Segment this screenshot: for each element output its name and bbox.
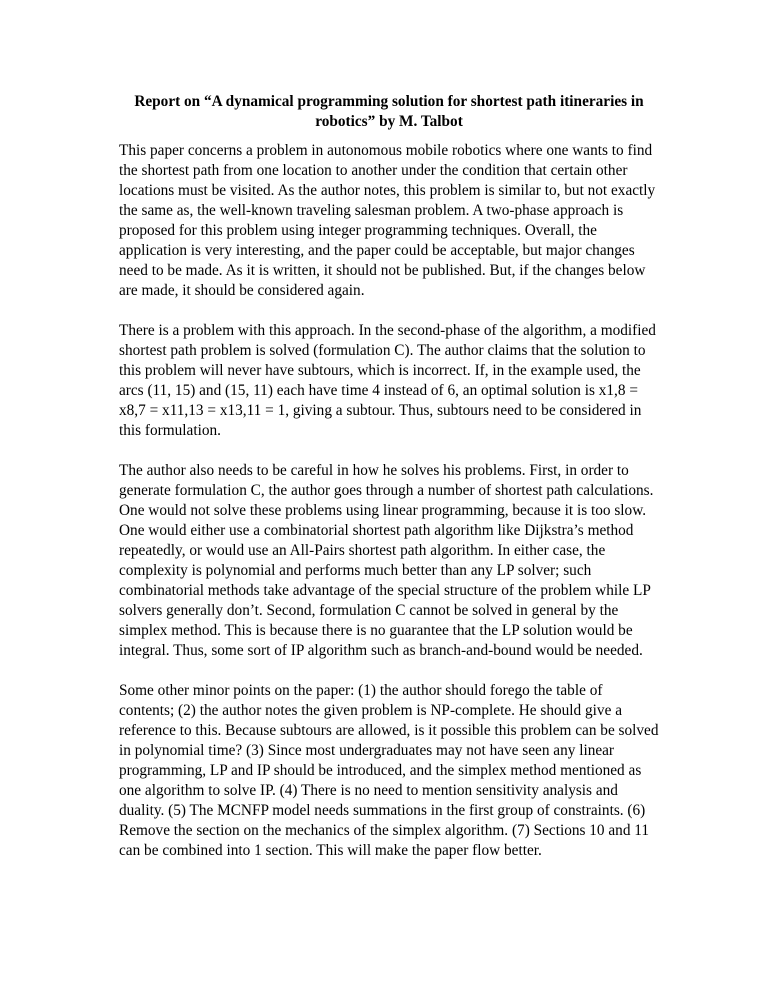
paragraph-minor-points: Some other minor points on the paper: (1) the author should forego the table of contents; (2) the author notes the given problem is NP-complete. He should give a reference to this. Because subtours are allowed, is it possible this problem can be solved in polynomial time? (3) Since most undergraduates may not have seen any linear programming, LP and IP should be introduced, and the simplex method mentioned as one algorithm to solve IP. (4) There is no need to mention sensitivity analysis and duality. (5) The MCNFP model needs summations in the first group of constraints. (6) Remove the section on the mechanics of the simplex algorithm. (7) Sections 10 and 11 can be combined into 1 section. This will make the paper flow better. (119, 682, 659, 859)
paragraph-solution-methods: The author also needs to be careful in how he solves his problems. First, in order to generate formulation C, the author goes through a number of shortest path calculations. One would not solve these problems using linear programming, because it is too slow. One would either use a combinatorial shortest path algorithm like Dijkstra’s method repeatedly, or would use an All-Pairs shortest path algorithm. In either case, the complexity is polynomial and performs much better than any LP solver; such combinatorial methods take advantage of the special structure of the problem while LP solvers generally don’t. Second, formulation C cannot be solved in general by the simplex method. This is because there is no guarantee that the LP solution would be integral. Thus, some sort of IP algorithm such as branch-and-bound would be needed. (119, 462, 654, 659)
report-title: Report on “A dynamical programming solution for shortest path itineraries in robotics” by M. Talbot (134, 93, 644, 130)
document-body (119, 92, 659, 881)
paragraph-summary: This paper concerns a problem in autonomous mobile robotics where one wants to find the shortest path from one location to another under the condition that certain other locations must be visited. As the author notes, this problem is similar to, but not exactly the same as, the well-known traveling salesman problem. A two-phase approach is proposed for this problem using integer programming techniques. Overall, the application is very interesting, and the paper could be acceptable, but major changes need to be made. As it is written, it should not be published. But, if the changes below are made, it should be considered again. (119, 142, 656, 299)
paragraph-subtour-problem: There is a problem with this approach. In the second-phase of the algorithm, a modified shortest path problem is solved (formulation C). The author claims that the solution to this problem will never have subtours, which is incorrect. If, in the example used, the arcs (11, 15) and (15, 11) each have time 4 instead of 6, an optimal solution is x1,8 = x8,7 = x11,13 = x13,11 = 1, giving a subtour. Thus, subtours need to be considered in this formulation. (119, 322, 656, 439)
